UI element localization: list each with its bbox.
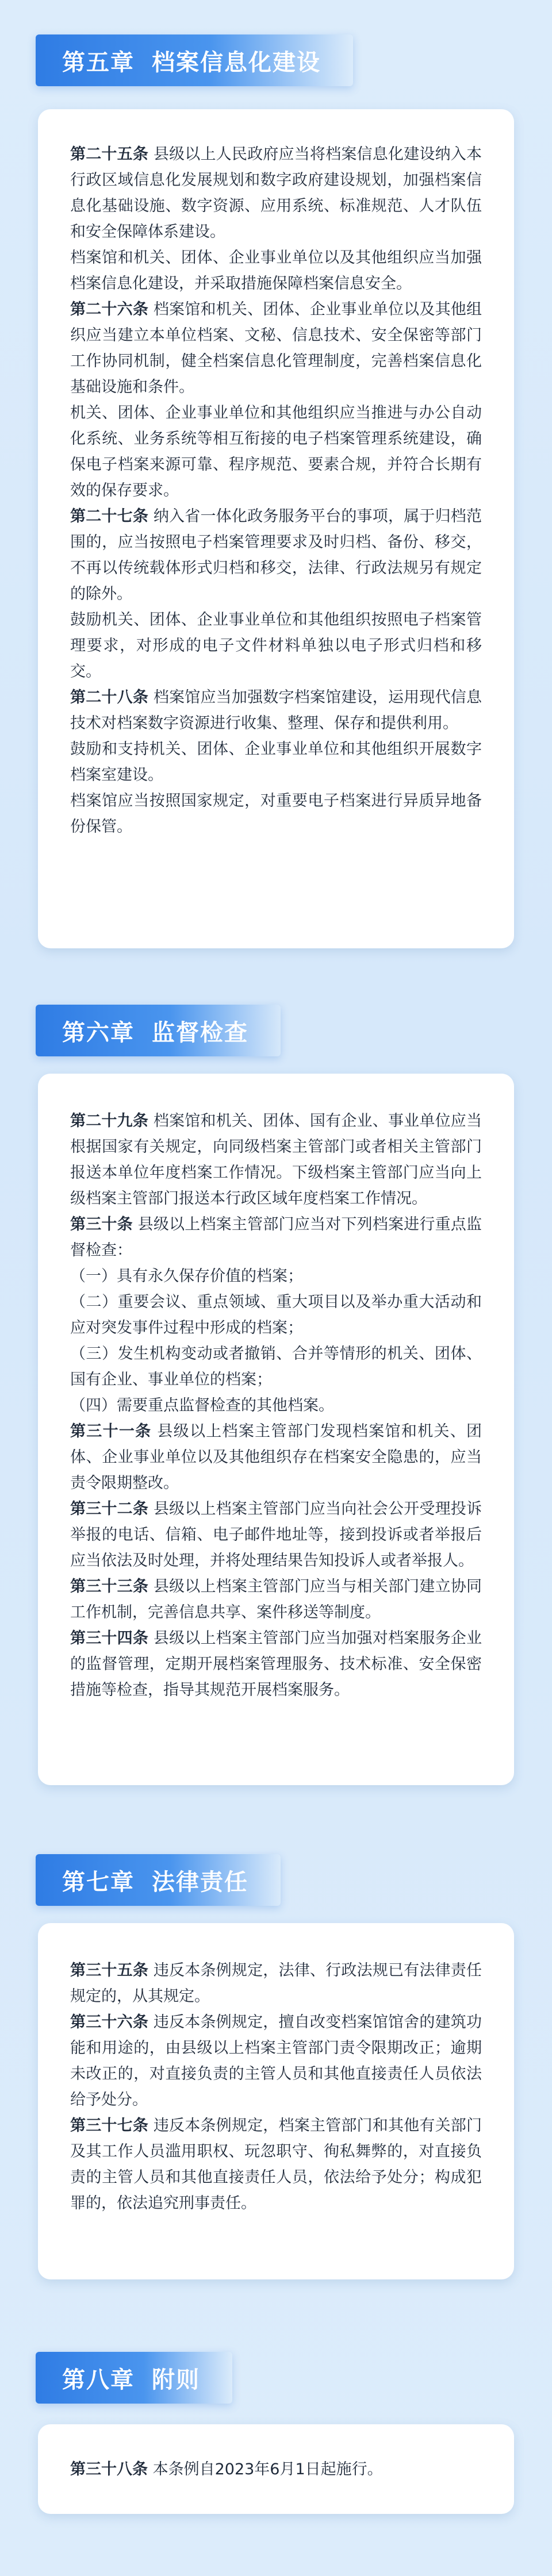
article-27: 第二十七条 纳入省一体化政务服务平台的事项，属于归档范围的，应当按照电子档案管理要求及时归档、备份、移交，不再以传统载体形式归档和移交，法律、行政法规另有规定的除外。 xyxy=(70,507,482,603)
chapter-6-number: 第六章 xyxy=(62,1019,135,1046)
chapter-6-card xyxy=(38,1074,514,1785)
article-28-para-2: 鼓励和支持机关、团体、企业事业单位和其他组织开展数字档案室建设。 xyxy=(70,740,482,784)
article-30-item-4: （四）需要重点监督检查的其他档案。 xyxy=(70,1397,334,1414)
article-27-para-2: 鼓励机关、团体、企业事业单位和其他组织按照电子档案管理要求，对形成的电子文件材料单独以电子形式归档和移交。 xyxy=(70,611,482,680)
article-38: 第三十八条 本条例自2023年6月1日起施行。 xyxy=(70,2460,383,2478)
chapter-5-number: 第五章 xyxy=(62,49,135,76)
article-30-item-3: （三）发生机构变动或者撤销、合并等情形的机关、团体、国有企业、事业单位的档案； xyxy=(70,1345,482,1389)
article-32: 第三十二条 县级以上档案主管部门应当向社会公开受理投诉举报的电话、信箱、电子邮件地址等，接到投诉或者举报后应当依法及时处理，并将处理结果告知投诉人或者举报人。 xyxy=(70,1500,482,1570)
chapter-6-title xyxy=(36,1005,281,1056)
article-25-para-2: 档案馆和机关、团体、企业事业单位以及其他组织应当加强档案信息化建设，并采取措施保障档案信息安全。 xyxy=(70,249,482,293)
chapter-8-name: 附则 xyxy=(152,2366,200,2393)
article-28: 第二十八条 档案馆应当加强数字档案馆建设，运用现代信息技术对档案数字资源进行收集、整理、保存和提供利用。 xyxy=(70,689,482,732)
chapter-7-name: 法律责任 xyxy=(152,1868,248,1896)
article-37: 第三十七条 违反本条例规定，档案主管部门和其他有关部门及其工作人员滥用职权、玩忽职守、徇私舞弊的，对直接负责的主管人员和其他直接责任人员，依法给予处分；构成犯罪的，依法追究刑事责任。 xyxy=(70,2117,482,2212)
article-28-para-3: 档案馆应当按照国家规定，对重要电子档案进行异质异地备份保管。 xyxy=(70,792,482,836)
chapter-8-card xyxy=(38,2424,514,2514)
chapter-7-title xyxy=(36,1854,281,1906)
chapter-6-name: 监督检查 xyxy=(152,1019,248,1046)
article-30-item-1: （一）具有永久保存价值的档案； xyxy=(70,1267,303,1285)
article-35: 第三十五条 违反本条例规定，法律、行政法规已有法律责任规定的，从其规定。 xyxy=(70,1962,482,2005)
chapter-7-number: 第七章 xyxy=(62,1868,135,1896)
chapter-5-name: 档案信息化建设 xyxy=(152,49,321,76)
article-29: 第二十九条 档案馆和机关、团体、国有企业、事业单位应当根据国家有关规定，向同级档案主管部门或者相关主管部门报送本单位年度档案工作情况。下级档案主管部门应当向上级档案主管部门报送本行政区域年度档案工作情况。 xyxy=(70,1112,482,1208)
chapter-5-card xyxy=(38,109,514,948)
article-26-para-2: 机关、团体、企业事业单位和其他组织应当推进与办公自动化系统、业务系统等相互衔接的电子档案管理系统建设，确保电子档案来源可靠、程序规范、要素合规，并符合长期有效的保存要求。 xyxy=(70,404,482,499)
article-36: 第三十六条 违反本条例规定，擅自改变档案馆馆舍的建筑功能和用途的，由县级以上档案主管部门责令限期改正；逾期未改正的，对直接负责的主管人员和其他直接责任人员依法给予处分。 xyxy=(70,2013,482,2109)
chapter-5-title xyxy=(36,34,353,86)
chapter-7-card xyxy=(38,1923,514,2279)
article-26: 第二十六条 档案馆和机关、团体、企业事业单位以及其他组织应当建立本单位档案、文秘、信息技术、安全保密等部门工作协同机制，健全档案信息化管理制度，完善档案信息化基础设施和条件。 xyxy=(70,301,482,396)
article-25: 第二十五条 县级以上人民政府应当将档案信息化建设纳入本行政区域信息化发展规划和数字政府建设规划，加强档案信息化基础设施、数字资源、应用系统、标准规范、人才队伍和安全保障体系建设。 xyxy=(70,145,482,241)
article-33: 第三十三条 县级以上档案主管部门应当与相关部门建立协同工作机制，完善信息共享、案件移送等制度。 xyxy=(70,1578,482,1621)
chapter-8-number: 第八章 xyxy=(62,2366,135,2393)
chapter-8-title xyxy=(36,2352,232,2404)
article-31: 第三十一条 县级以上档案主管部门发现档案馆和机关、团体、企业事业单位以及其他组织存在档案安全隐患的，应当责令限期整改。 xyxy=(70,1422,482,1492)
article-30-item-2: （二）重要会议、重点领域、重大项目以及举办重大活动和应对突发事件过程中形成的档案； xyxy=(70,1293,482,1337)
article-30: 第三十条 县级以上档案主管部门应当对下列档案进行重点监督检查： xyxy=(70,1216,482,1259)
article-34: 第三十四条 县级以上档案主管部门应当加强对档案服务企业的监督管理，定期开展档案管理服务、技术标准、安全保密措施等检查，指导其规范开展档案服务。 xyxy=(70,1629,482,1699)
